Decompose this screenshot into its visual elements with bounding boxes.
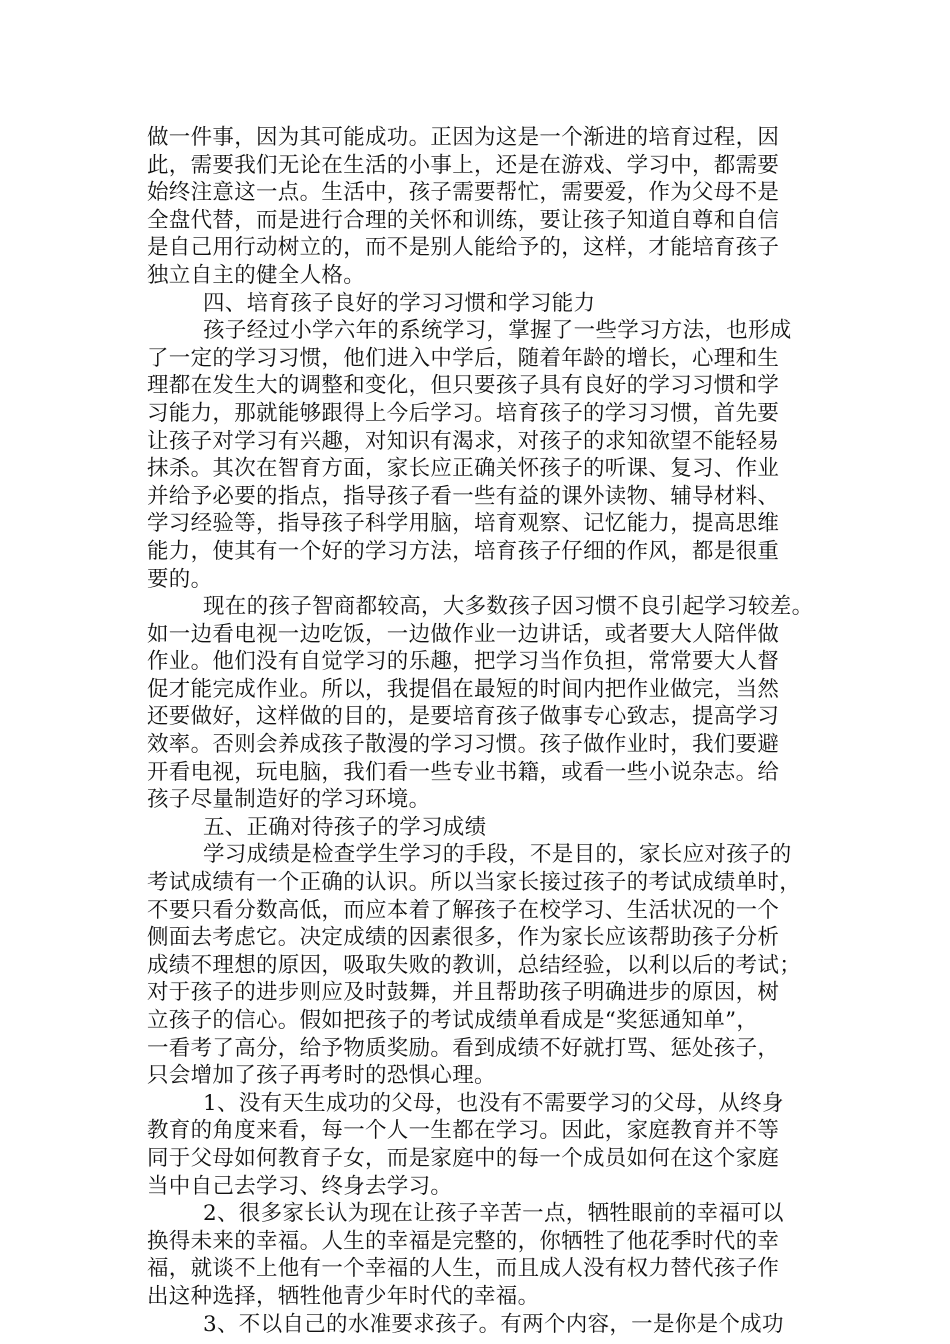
text-line: 四、培育孩子良好的学习习惯和学习能力 — [203, 290, 596, 316]
text-line: 理都在发生大的调整和变化，但只要孩子具有良好的学习习惯和学 — [147, 373, 780, 399]
text-line: 还要做好，这样做的目的，是要培育孩子做事专心致志，提高学习 — [147, 704, 780, 730]
text-line: 并给予必要的指点，指导孩子看一些有益的课外读物、辅导材料、 — [147, 483, 780, 509]
text-line: 换得未来的幸福。人生的幸福是完整的，你牺牲了他花季时代的幸 — [147, 1228, 780, 1254]
text-line: 习能力，那就能够跟得上今后学习。培育孩子的学习习惯，首先要 — [147, 400, 780, 426]
text-line: 福，就谈不上他有一个幸福的人生，而且成人没有权力替代孩子作 — [147, 1256, 780, 1282]
text-line: 一看考了高分，给予物质奖励。看到成绩不好就打骂、惩处孩子， — [147, 1035, 780, 1061]
text-line: 2、很多家长认为现在让孩子辛苦一点，牺牲眼前的幸福可以 — [203, 1201, 784, 1227]
text-line: 只会增加了孩子再考时的恐惧心理。 — [147, 1063, 496, 1089]
text-line: 全盘代替，而是进行合理的关怀和训练，要让孩子知道自尊和自信 — [147, 207, 780, 233]
text-line: 开看电视，玩电脑，我们看一些专业书籍，或看一些小说杂志。给 — [147, 759, 780, 785]
text-line: 成绩不理想的原因，吸取失败的教训，总结经验，以利以后的考试； — [147, 952, 802, 978]
text-line: 对于孩子的进步则应及时鼓舞，并且帮助孩子明确进步的原因，树 — [147, 980, 780, 1006]
text-line: 始终注意这一点。生活中，孩子需要帮忙，需要爱，作为父母不是 — [147, 180, 780, 206]
text-line: 当中自己去学习、终身去学习。 — [147, 1173, 453, 1199]
text-line: 学习成绩是检查学生学习的手段，不是目的，家长应对孩子的 — [203, 842, 792, 868]
text-line: 了一定的学习习惯，他们进入中学后，随着年龄的增长，心理和生 — [147, 345, 780, 371]
text-line: 如一边看电视一边吃饭，一边做作业一边讲话，或者要大人陪伴做 — [147, 621, 780, 647]
text-line: 立孩子的信心。假如把孩子的考试成绩单看成是“奖惩通知单”， — [147, 1008, 759, 1033]
text-line: 同于父母如何教育子女，而是家庭中的每一个成员如何在这个家庭 — [147, 1145, 780, 1171]
text-line: 独立自主的健全人格。 — [147, 262, 366, 288]
text-line: 孩子尽量制造好的学习环境。 — [147, 787, 431, 813]
text-line: 五、正确对待孩子的学习成绩 — [203, 814, 487, 840]
text-line: 学习经验等，指导孩子科学用脑，培育观察、记忆能力，提高思维 — [147, 511, 780, 537]
text-line: 侧面去考虑它。决定成绩的因素很多，作为家长应该帮助孩子分析 — [147, 925, 780, 951]
text-line: 现在的孩子智商都较高，大多数孩子因习惯不良引起学习较差。 — [203, 594, 814, 620]
text-line: 考试成绩有一个正确的认识。所以当家长接过孩子的考试成绩单时， — [147, 870, 802, 896]
text-line: 教育的角度来看，每一个人一生都在学习。因此，家庭教育并不等 — [147, 1118, 780, 1144]
text-line: 1、没有天生成功的父母，也没有不需要学习的父母，从终身 — [203, 1090, 784, 1116]
text-line: 此，需要我们无论在生活的小事上，还是在游戏、学习中，都需要 — [147, 152, 780, 178]
text-line: 3、不以自己的水准要求孩子。有两个内容，一是你是个成功 — [203, 1311, 784, 1337]
text-line: 做一件事，因为其可能成功。正因为这是一个渐进的培育过程，因 — [147, 125, 780, 150]
text-line: 出这种选择，牺牲他青少年时代的幸福。 — [147, 1283, 540, 1309]
text-line: 是自己用行动树立的，而不是别人能给予的，这样，才能培育孩子 — [147, 235, 780, 261]
text-line: 效率。否则会养成孩子散漫的学习习惯。孩子做作业时，我们要避 — [147, 732, 780, 758]
text-line: 让孩子对学习有兴趣，对知识有渴求，对孩子的求知欲望不能轻易 — [147, 428, 780, 454]
text-line: 作业。他们没有自觉学习的乐趣，把学习当作负担，常常要大人督 — [147, 649, 780, 675]
text-line: 能力，使其有一个好的学习方法，培育孩子仔细的作风，都是很重 — [147, 538, 780, 564]
text-line: 不要只看分数高低，而应本着了解孩子在校学习、生活状况的一个 — [147, 897, 780, 923]
text-line: 促才能完成作业。所以，我提倡在最短的时间内把作业做完，当然 — [147, 676, 780, 702]
document-body — [147, 124, 817, 1338]
text-line: 抹杀。其次在智育方面，家长应正确关怀孩子的听课、复习、作业 — [147, 456, 780, 482]
text-line: 孩子经过小学六年的系统学习，掌握了一些学习方法，也形成 — [203, 318, 792, 344]
text-line: 要的。 — [147, 566, 213, 592]
